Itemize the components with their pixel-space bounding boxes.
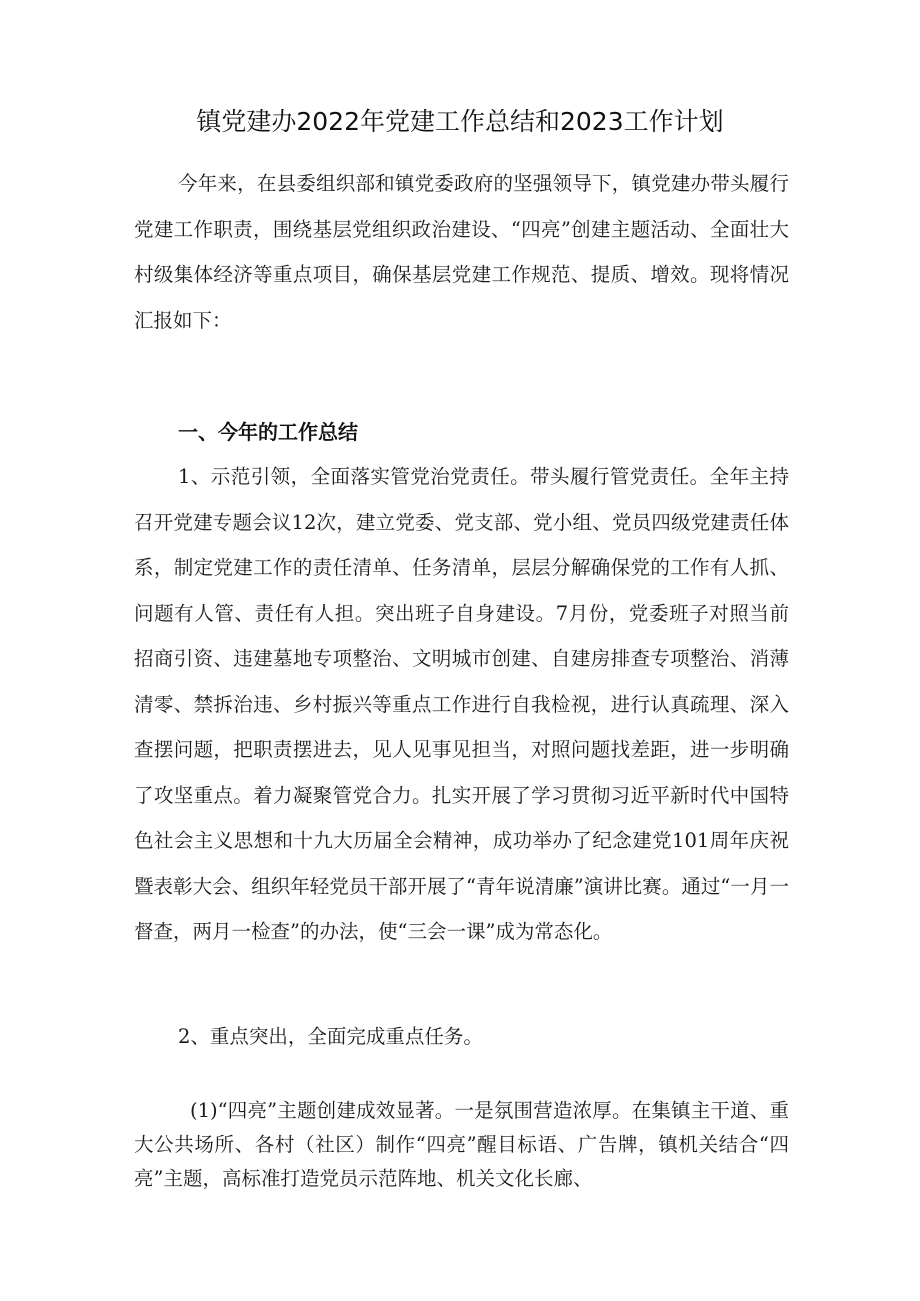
paragraph-work-summary-2: 2、重点突出，全面完成重点任务。 [178,1025,483,1048]
paragraph-work-summary-1: 1、示范引领，全面落实管党治党责任。带头履行管党责任。全年主持召开党建专题会议12次，建立党委、党支部、党小组、党员四级党建责任体系，制定党建工作的责任清单、任务清单，层层分解确保党的工作有人抓、问题有人管、责任有人担。突出班子自身建设。7月份，党委班子对照当前招商引资、违建墓地专项整治、文明城市创建、自建房排查专项整治、消薄清零、禁拆治违、乡村振兴等重点工作进行自我检视，进行认真疏理、深入查摆问题，把职责摆进去，见人见事见担当，对照问题找差距，进一步明确了攻坚重点。着力凝聚管党合力。扎实开展了学习贯彻习近平新时代中国特色社会主义思想和十九大历届全会精神，成功举办了纪念建党101周年庆祝暨表彰大会、组织年轻党员干部开展了“青年说清廉”演讲比赛。通过“一月一督查，两月一检查”的办法，使“三会一课”成为常态化。 [134,465,789,943]
page-title: 镇党建办2022年党建工作总结和2023工作计划 [196,107,724,136]
paragraph-four-highlights: (1)“四亮”主题创建成效显著。一是氛围营造浓厚。在集镇主干道、重大公共场所、各村（社区）制作“四亮”醒目标语、广告牌，镇机关结合“四亮”主题，高标准打造党员示范阵地、机关文化长廊、 [134,1099,789,1190]
intro-paragraph: 今年来，在县委组织部和镇党委政府的坚强领导下，镇党建办带头履行党建工作职责，围绕基层党组织政治建设、“四亮”创建主题活动、全面壮大村级集体经济等重点项目，确保基层党建工作规范、提质、增效。现将情况汇报如下： [134,172,789,332]
section-heading: 一、今年的工作总结 [178,420,358,444]
